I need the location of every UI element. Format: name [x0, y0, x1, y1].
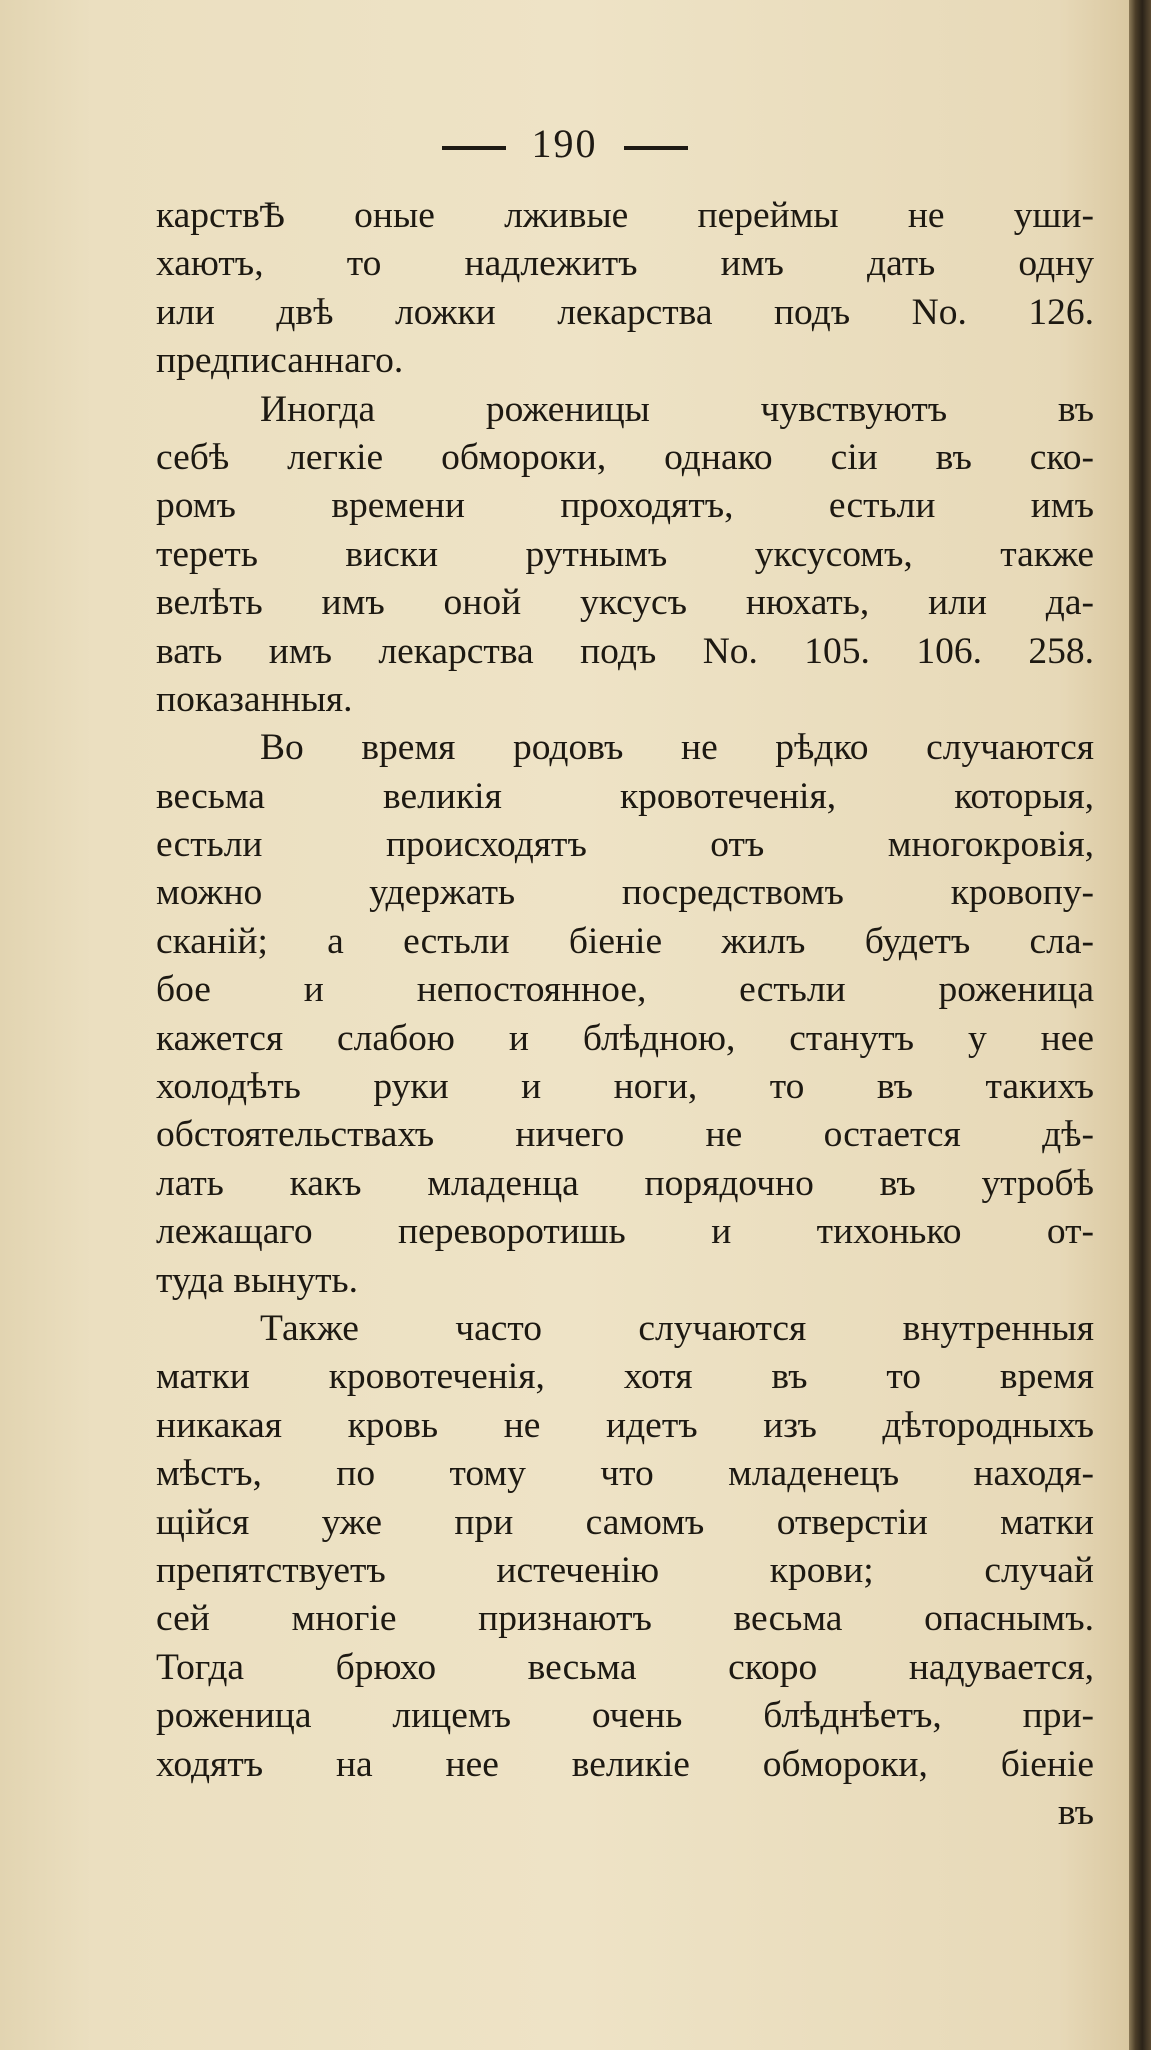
- text-line: лежащаго переворотишь и тихонько от-: [156, 1211, 1094, 1253]
- page-header: [0, 120, 1129, 167]
- text-line: Во время родовъ не рѣдко случаются: [260, 727, 1094, 769]
- text-line: лать какъ младенца порядочно въ утробѣ: [156, 1162, 1094, 1204]
- text-line: можно удержать посредствомъ кровопу-: [156, 872, 1094, 914]
- text-line: велѣть имъ оной уксусъ нюхать, или да-: [156, 582, 1094, 624]
- text-line: щійся уже при самомъ отверстіи матки: [156, 1501, 1094, 1543]
- text-line: Также часто случаются внутренныя: [260, 1307, 1094, 1349]
- text-line: обстоятельствахъ ничего не остается дѣ-: [156, 1114, 1094, 1156]
- text-line: ходятъ на нее великіе обмороки, біеніе: [156, 1743, 1094, 1785]
- text-line: вать имъ лекарства подъ No. 105. 106. 258.: [156, 630, 1094, 672]
- text-line: сканій; а естьли біеніе жилъ будетъ сла-: [156, 920, 1094, 962]
- text-line: предписаннаго.: [156, 340, 404, 382]
- page-number: 190: [531, 121, 598, 166]
- header-rule-left: [442, 146, 506, 150]
- text-line: себѣ легкіе обмороки, однако сіи въ ско-: [156, 436, 1094, 478]
- catchword: въ: [1057, 1791, 1094, 1833]
- text-line: ромъ времени проходятъ, естьли имъ: [156, 485, 1094, 527]
- text-line: хаютъ, то надлежитъ имъ дать одну: [156, 243, 1094, 285]
- text-line: или двѣ ложки лекарства подъ No. 126.: [156, 291, 1094, 333]
- text-line: естьли происходятъ отъ многокровія,: [156, 824, 1094, 866]
- text-line: препятствуетъ истеченію крови; случай: [156, 1549, 1094, 1591]
- page-edge-shadow: [1129, 0, 1151, 2050]
- text-line: никакая кровь не идетъ изъ дѣтородныхъ: [156, 1404, 1094, 1446]
- text-line: бое и непостоянное, естьли роженица: [156, 969, 1094, 1011]
- text-line: роженица лицемъ очень блѣднѣетъ, при-: [156, 1695, 1094, 1737]
- text-line: Иногда роженицы чувствуютъ въ: [260, 388, 1094, 430]
- text-line: карствѢ оные лживые переймы не уши-: [156, 195, 1094, 236]
- header-rule-right: [624, 146, 688, 150]
- text-line: кажется слабою и блѣдною, станутъ у нее: [156, 1017, 1094, 1059]
- text-line: весьма великія кровотеченія, которыя,: [156, 775, 1094, 817]
- text-line: туда вынуть.: [156, 1259, 358, 1301]
- text-line: Тогда брюхо весьма скоро надувается,: [156, 1646, 1094, 1688]
- text-line: сей многіе признаютъ весьма опаснымъ.: [156, 1598, 1094, 1640]
- text-line: холодѣть руки и ноги, то въ такихъ: [156, 1066, 1094, 1108]
- text-line: тереть виски рутнымъ уксусомъ, также: [156, 533, 1094, 575]
- text-line: матки кровотеченія, хотя въ то время: [156, 1356, 1094, 1398]
- body-text: [156, 192, 1094, 1837]
- text-line: мѣстъ, по тому что младенецъ находя-: [156, 1453, 1094, 1495]
- text-line: показанныя.: [156, 678, 353, 720]
